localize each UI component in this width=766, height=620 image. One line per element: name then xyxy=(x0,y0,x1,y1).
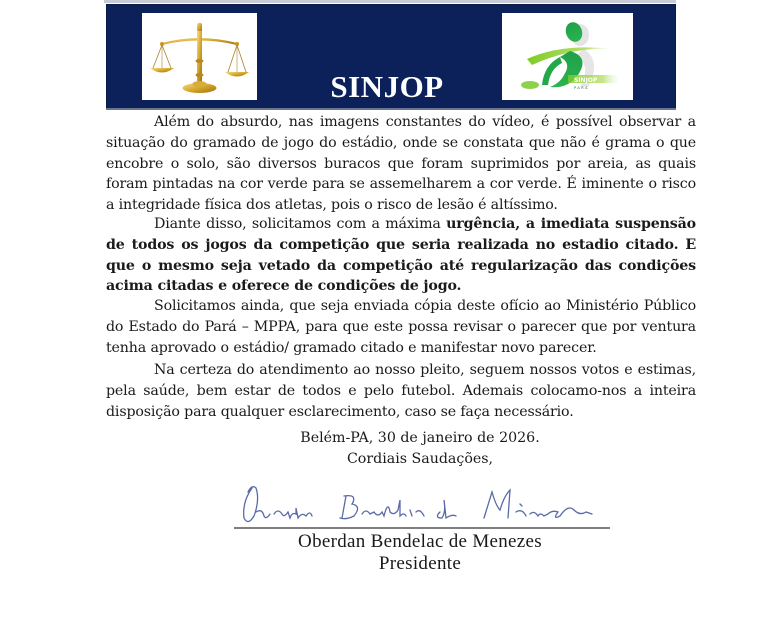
scales-of-justice-icon xyxy=(142,13,257,100)
date-line: Belém-PA, 30 de janeiro de 2026. xyxy=(300,430,540,446)
greeting-line: Cordiais Saudações, xyxy=(346,451,494,467)
paragraph-4 xyxy=(106,360,696,422)
paragraph-2 xyxy=(106,214,696,297)
letterhead-banner xyxy=(106,4,676,109)
paragraph-2-bold-request: urgência, a imediata suspensão de todos os jogos da competição que seria realizada no estadio citado. E que o mesmo seja vetado da competição até regularização das condições acima citadas e oferece de condições de jogo. xyxy=(106,216,696,295)
paragraph-1 xyxy=(106,112,696,216)
svg-text:SINJOP: SINJOP xyxy=(574,77,598,84)
paragraph-3 xyxy=(106,296,696,358)
signer-title: Presidente xyxy=(378,553,462,574)
banner-bottom-rule xyxy=(106,108,676,110)
handwritten-signature xyxy=(234,482,610,530)
letterhead-title: SINJOP xyxy=(330,69,444,104)
paragraph-2-lead: Diante disso, solicitamos com a máxima xyxy=(154,216,441,232)
signer-name: Oberdan Bendelac de Menezes xyxy=(298,531,542,552)
sinjop-athlete-logo-icon xyxy=(502,13,633,100)
top-border-line xyxy=(104,0,676,3)
paragraph-4-text: Na certeza do atendimento ao nosso pleito, seguem nossos votos e estimas, pela saúde, bem estar de todos e pelo futebol. Ademais colocamo-nos a inteira disposição para qualquer esclarecimento, caso se faça necessário. xyxy=(106,362,696,420)
svg-text:PARA: PARA xyxy=(574,86,589,90)
paragraph-3-text: Solicitamos ainda, que seja enviada cópia deste ofício ao Ministério Público do Estado do Pará – MPPA, para que este possa revisar o parecer que por ventura tenha aprovado o estádio/ gramado citado e manifestar novo parecer. xyxy=(106,298,696,356)
paragraph-1-text: Além do absurdo, nas imagens constantes do vídeo, é possível observar a situação do gramado de jogo do estádio, onde se constata que não é grama o que encobre o solo, são diversos buracos que foram suprimidos por areia, as quais foram pintadas na cor verde para se assemelharem a cor verde. É iminente o risco a integridade física dos atletas, pois o risco de lesão é altíssimo. xyxy=(106,114,696,214)
